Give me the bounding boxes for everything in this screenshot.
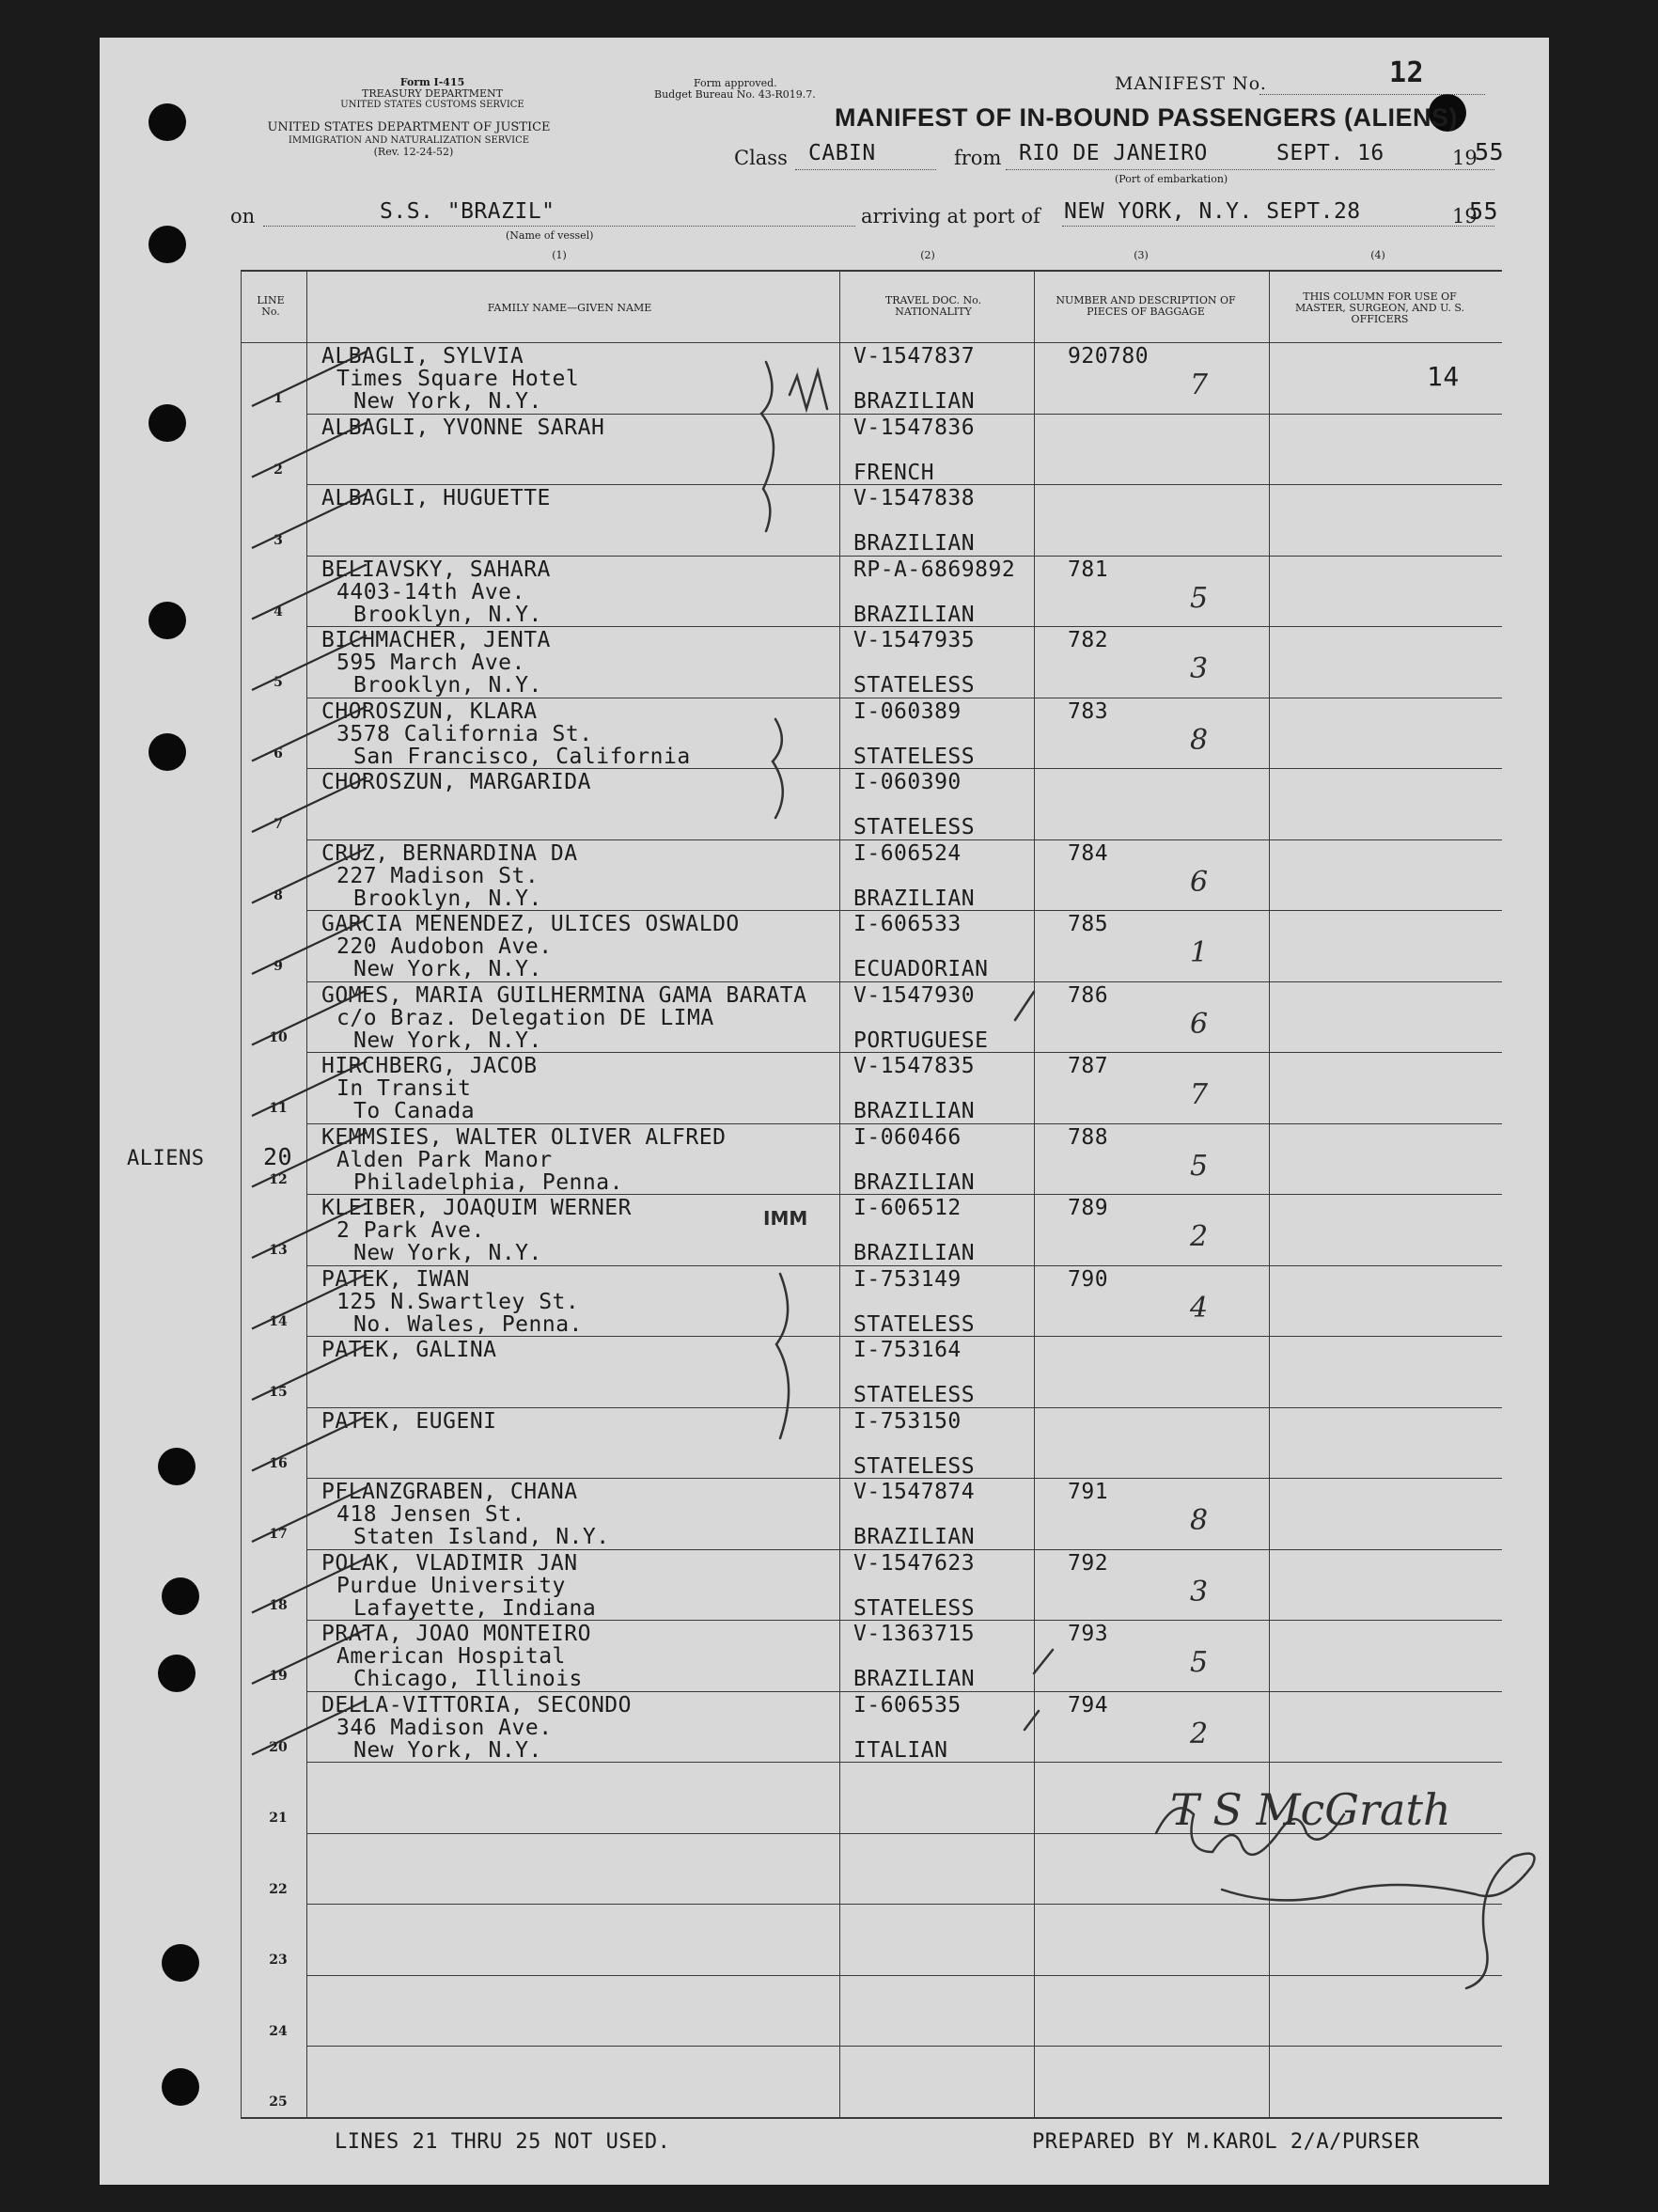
passenger-name: KEMMSIES, WALTER OLIVER ALFRED xyxy=(321,1124,727,1150)
row-checkmark xyxy=(252,919,367,974)
row-line-number: 4 xyxy=(274,604,283,620)
row-line-number: 20 xyxy=(269,1739,288,1755)
nationality: BRAZILIAN xyxy=(853,886,976,911)
budget-bureau: Budget Bureau No. 43-R019.7. xyxy=(654,88,816,101)
travel-doc-number: I-606533 xyxy=(853,912,962,936)
row-checkmark xyxy=(252,1133,367,1187)
nationality: BRAZILIAN xyxy=(853,389,976,414)
col-num-3: (3) xyxy=(1134,249,1149,261)
baggage-pieces: 5 xyxy=(1190,1149,1209,1183)
class-value: CABIN xyxy=(808,141,876,165)
passenger-address-2: Philadelphia, Penna. xyxy=(353,1169,623,1195)
passenger-address-1: 595 March Ave. xyxy=(336,651,525,675)
imm-stamp: IMM xyxy=(763,1207,808,1230)
officer-mark: 14 xyxy=(1427,361,1460,392)
nationality: STATELESS xyxy=(853,744,976,769)
row-line-number: 2 xyxy=(274,462,283,478)
prepared-by: PREPARED BY M.KAROL 2/A/PURSER xyxy=(1032,2130,1420,2154)
customs-service: UNITED STATES CUSTOMS SERVICE xyxy=(340,100,524,110)
row-line-number: 21 xyxy=(269,1811,288,1826)
passenger-address-1: In Transit xyxy=(336,1076,472,1101)
passenger-address-2: Chicago, Illinois xyxy=(353,1667,583,1691)
travel-doc-number: I-753150 xyxy=(853,1408,962,1434)
row-checkmark xyxy=(252,494,367,548)
row-line-number: 7 xyxy=(274,817,283,832)
travel-doc-number: I-060466 xyxy=(853,1124,962,1150)
passenger-name: DELLA-VITTORIA, SECONDO xyxy=(321,1692,632,1718)
baggage-pieces: 3 xyxy=(1190,1575,1209,1608)
passenger-name: BICHMACHER, JENTA xyxy=(321,628,551,652)
travel-doc-number: V-1547874 xyxy=(853,1480,976,1504)
travel-doc-number: V-1363715 xyxy=(853,1622,976,1646)
baggage-number: 790 xyxy=(1068,1266,1109,1292)
row-line-number: 15 xyxy=(269,1385,288,1400)
col-header-officers: THIS COLUMN FOR USE OF MASTER, SURGEON, AND U. S. OFFICERS xyxy=(1295,290,1465,325)
travel-doc-number: RP-A-6869892 xyxy=(853,557,1016,582)
travel-doc-number: I-753149 xyxy=(853,1266,962,1292)
passenger-name: PATEK, EUGENI xyxy=(321,1408,497,1434)
passenger-address-2: New York, N.Y. xyxy=(353,957,542,981)
passenger-address-2: New York, N.Y. xyxy=(353,1241,542,1265)
baggage-pieces: 7 xyxy=(1190,1078,1209,1111)
row-line-number: 13 xyxy=(269,1243,288,1258)
passenger-address-1: 418 Jensen St. xyxy=(336,1502,525,1527)
nationality: STATELESS xyxy=(853,1383,976,1407)
row-line-number: 18 xyxy=(269,1597,288,1613)
passenger-address-1: 125 N.Swartley St. xyxy=(336,1289,580,1314)
passenger-name: GARCIA MENENDEZ, ULICES OSWALDO xyxy=(321,912,740,936)
baggage-pieces: 2 xyxy=(1190,1220,1209,1253)
nationality: ECUADORIAN xyxy=(853,957,989,981)
row-checkmark xyxy=(252,849,367,903)
row-line-number: 23 xyxy=(269,1953,288,1968)
col-header-line-no: LINE No. xyxy=(257,294,285,318)
nationality: STATELESS xyxy=(853,815,976,839)
travel-doc-number: I-060389 xyxy=(853,698,962,724)
passenger-address-1: 4403-14th Ave. xyxy=(336,579,525,604)
col-header-doc: TRAVEL DOC. No. NATIONALITY xyxy=(884,294,982,318)
unused-lines-note: LINES 21 THRU 25 NOT USED. xyxy=(335,2130,671,2154)
baggage-pieces: 5 xyxy=(1190,1646,1209,1679)
nationality: STATELESS xyxy=(853,1311,976,1337)
baggage-number: 920780 xyxy=(1068,344,1150,369)
row-checkmark xyxy=(252,423,367,478)
baggage-number: 785 xyxy=(1068,912,1109,936)
row-checkmark xyxy=(252,352,367,406)
row-line-number: 5 xyxy=(274,675,283,690)
baggage-number: 788 xyxy=(1068,1124,1109,1150)
baggage-pieces: 2 xyxy=(1190,1717,1209,1750)
row-checkmark xyxy=(252,1701,367,1755)
passenger-name: PFLANZGRABEN, CHANA xyxy=(321,1480,578,1504)
arrival-year-prefix: 19 xyxy=(1452,205,1478,227)
row-line-number: 11 xyxy=(269,1101,288,1116)
row-checkmark xyxy=(252,1629,367,1684)
vessel-caption: (Name of vessel) xyxy=(506,229,594,242)
row-line-number: 25 xyxy=(269,2094,288,2110)
passenger-address-1: Alden Park Manor xyxy=(336,1147,553,1172)
arrival-year: 55 xyxy=(1469,197,1499,225)
row-checkmark xyxy=(252,1275,367,1329)
row-checkmark xyxy=(252,1417,367,1471)
col-header-baggage: NUMBER AND DESCRIPTION OF PIECES OF BAGGAGE xyxy=(1056,294,1236,318)
passenger-address-1: 346 Madison Ave. xyxy=(336,1715,553,1740)
nationality: STATELESS xyxy=(853,1595,976,1621)
travel-doc-number: I-753164 xyxy=(853,1338,962,1362)
passenger-name: GOMES, MARIA GUILHERMINA GAMA BARATA xyxy=(321,982,807,1008)
baggage-pieces: 6 xyxy=(1190,1007,1209,1041)
from-label: from xyxy=(954,147,1002,169)
passenger-address-1: Purdue University xyxy=(336,1573,566,1598)
baggage-number: 794 xyxy=(1068,1692,1109,1718)
passenger-name: CHOROSZUN, MARGARIDA xyxy=(321,770,591,794)
baggage-pieces: 5 xyxy=(1190,581,1209,615)
passenger-address-2: New York, N.Y. xyxy=(353,389,542,414)
passenger-address-1: 2 Park Ave. xyxy=(336,1218,485,1243)
from-value: RIO DE JANEIRO xyxy=(1019,141,1208,165)
row-line-number: 24 xyxy=(269,2023,288,2039)
manifest-no: 12 xyxy=(1389,56,1425,89)
travel-doc-number: I-606512 xyxy=(853,1196,962,1220)
port-caption: (Port of embarkation) xyxy=(1115,173,1228,185)
manifest-no-label: MANIFEST No. xyxy=(1115,73,1267,94)
justice-dept: UNITED STATES DEPARTMENT OF JUSTICE xyxy=(267,120,551,134)
passenger-name: KLEIBER, JOAQUIM WERNER xyxy=(321,1196,632,1220)
nationality: BRAZILIAN xyxy=(853,1099,976,1123)
nationality: BRAZILIAN xyxy=(853,1241,976,1265)
passenger-name: POLAK, VLADIMIR JAN xyxy=(321,1550,578,1576)
passenger-address-1: Times Square Hotel xyxy=(336,367,580,391)
nationality: BRAZILIAN xyxy=(853,1169,976,1195)
baggage-pieces: 3 xyxy=(1190,652,1209,685)
travel-doc-number: V-1547930 xyxy=(853,982,976,1008)
travel-doc-number: V-1547836 xyxy=(853,415,976,440)
baggage-number: 783 xyxy=(1068,698,1109,724)
aliens-label: ALIENS xyxy=(127,1147,205,1170)
row-checkmark xyxy=(252,565,367,620)
passenger-name: ALBAGLI, HUGUETTE xyxy=(321,486,551,510)
passenger-address-1: 220 Audobon Ave. xyxy=(336,934,553,959)
col-header-name: FAMILY NAME—GIVEN NAME xyxy=(487,302,652,314)
class-label: Class xyxy=(734,147,788,169)
nationality: STATELESS xyxy=(853,673,976,698)
row-line-number: 17 xyxy=(269,1527,288,1542)
baggage-number: 784 xyxy=(1068,840,1109,866)
baggage-pieces: 6 xyxy=(1190,865,1209,899)
nationality: BRAZILIAN xyxy=(853,531,976,556)
row-line-number: 3 xyxy=(274,533,283,548)
row-checkmark xyxy=(252,707,367,761)
passenger-name: ALBAGLI, SYLVIA xyxy=(321,344,524,369)
manifest-title: MANIFEST OF IN-BOUND PASSENGERS (ALIENS) xyxy=(835,103,1459,132)
row-line-number: 14 xyxy=(269,1313,288,1329)
officer-signature: T S McGrath xyxy=(1170,1784,1451,1835)
form-id: Form I-415 xyxy=(399,76,465,88)
row-checkmark xyxy=(252,1061,367,1116)
travel-doc-number: V-1547935 xyxy=(853,628,976,652)
row-checkmark xyxy=(252,1203,367,1258)
baggage-number: 789 xyxy=(1068,1196,1109,1220)
vessel-name: S.S. "BRAZIL" xyxy=(380,199,555,224)
row-line-number: 6 xyxy=(274,745,283,761)
passenger-address-2: No. Wales, Penna. xyxy=(353,1311,583,1337)
row-line-number: 9 xyxy=(274,959,283,974)
baggage-number: 786 xyxy=(1068,982,1109,1008)
row-checkmark xyxy=(252,635,367,690)
revision-date: (Rev. 12-24-52) xyxy=(373,146,454,158)
row-line-number: 12 xyxy=(269,1171,288,1187)
passenger-address-2: New York, N.Y. xyxy=(353,1028,542,1053)
on-label: on xyxy=(230,205,256,227)
passenger-address-2: New York, N.Y. xyxy=(353,1737,542,1763)
row-line-number: 1 xyxy=(274,391,283,406)
row-line-number: 10 xyxy=(269,1029,288,1045)
baggage-number: 792 xyxy=(1068,1550,1109,1576)
col-num-2: (2) xyxy=(920,249,935,261)
travel-doc-number: V-1547623 xyxy=(853,1550,976,1576)
baggage-number: 787 xyxy=(1068,1054,1109,1078)
travel-doc-number: I-606535 xyxy=(853,1692,962,1718)
passenger-address-2: Staten Island, N.Y. xyxy=(353,1525,610,1549)
passenger-address-1: American Hospital xyxy=(336,1644,566,1669)
year-prefix: 19 xyxy=(1452,147,1478,169)
passenger-name: BELIAVSKY, SAHARA xyxy=(321,557,551,582)
baggage-number: 793 xyxy=(1068,1622,1109,1646)
travel-doc-number: V-1547835 xyxy=(853,1054,976,1078)
baggage-number: 781 xyxy=(1068,557,1109,582)
col-num-1: (1) xyxy=(552,249,567,261)
passenger-address-2: Brooklyn, N.Y. xyxy=(353,602,542,627)
passenger-name: PATEK, IWAN xyxy=(321,1266,470,1292)
passenger-address-2: San Francisco, California xyxy=(353,744,691,769)
passenger-name: HIRCHBERG, JACOB xyxy=(321,1054,538,1078)
passenger-address-2: Lafayette, Indiana xyxy=(353,1595,597,1621)
baggage-pieces: 1 xyxy=(1190,936,1209,969)
aliens-count: 20 xyxy=(263,1143,293,1170)
nationality: FRENCH xyxy=(853,460,935,485)
baggage-pieces: 8 xyxy=(1190,723,1209,757)
form-approved: Form approved. xyxy=(694,77,777,89)
baggage-pieces: 4 xyxy=(1190,1291,1209,1325)
travel-doc-number: V-1547838 xyxy=(853,486,976,510)
row-checkmark xyxy=(252,1487,367,1542)
passenger-name: CRUZ, BERNARDINA DA xyxy=(321,840,578,866)
nationality: PORTUGUESE xyxy=(853,1028,989,1053)
col-num-4: (4) xyxy=(1370,249,1385,261)
passenger-name: CHOROSZUN, KLARA xyxy=(321,698,538,724)
nationality: ITALIAN xyxy=(853,1737,948,1763)
baggage-pieces: 7 xyxy=(1190,369,1209,401)
travel-doc-number: I-606524 xyxy=(853,840,962,866)
row-checkmark xyxy=(252,1345,367,1400)
nationality: STATELESS xyxy=(853,1453,976,1479)
passenger-address-2: Brooklyn, N.Y. xyxy=(353,673,542,698)
departure-date: SEPT. 16 xyxy=(1276,141,1384,165)
row-checkmark xyxy=(252,777,367,832)
row-line-number: 19 xyxy=(269,1669,288,1684)
baggage-number: 782 xyxy=(1068,628,1109,652)
passenger-address-1: 3578 California St. xyxy=(336,721,593,746)
arriving-label: arriving at port of xyxy=(861,205,1040,227)
passenger-address-2: Brooklyn, N.Y. xyxy=(353,886,542,911)
row-line-number: 22 xyxy=(269,1881,288,1897)
row-line-number: 8 xyxy=(274,887,283,903)
nationality: BRAZILIAN xyxy=(853,1525,976,1549)
row-checkmark xyxy=(252,991,367,1045)
passenger-address-1: 227 Madison St. xyxy=(336,863,540,888)
treasury-dept: TREASURY DEPARTMENT xyxy=(362,87,503,100)
arrival-port: NEW YORK, N.Y. SEPT.28 xyxy=(1064,199,1361,224)
row-checkmark xyxy=(252,1559,367,1613)
passenger-address-2: To Canada xyxy=(353,1099,476,1123)
passenger-name: PATEK, GALINA xyxy=(321,1338,497,1362)
travel-doc-number: V-1547837 xyxy=(853,344,976,369)
ins-service: IMMIGRATION AND NATURALIZATION SERVICE xyxy=(288,135,530,146)
departure-year: 55 xyxy=(1475,138,1505,165)
passenger-name: PRATA, JOAO MONTEIRO xyxy=(321,1622,591,1646)
row-line-number: 16 xyxy=(269,1455,288,1471)
passenger-name: ALBAGLI, YVONNE SARAH xyxy=(321,415,605,440)
nationality: BRAZILIAN xyxy=(853,1667,976,1691)
baggage-pieces: 8 xyxy=(1190,1504,1209,1537)
nationality: BRAZILIAN xyxy=(853,602,976,627)
baggage-number: 791 xyxy=(1068,1480,1109,1504)
passenger-address-1: c/o Braz. Delegation DE LIMA xyxy=(336,1005,714,1030)
travel-doc-number: I-060390 xyxy=(853,770,962,794)
